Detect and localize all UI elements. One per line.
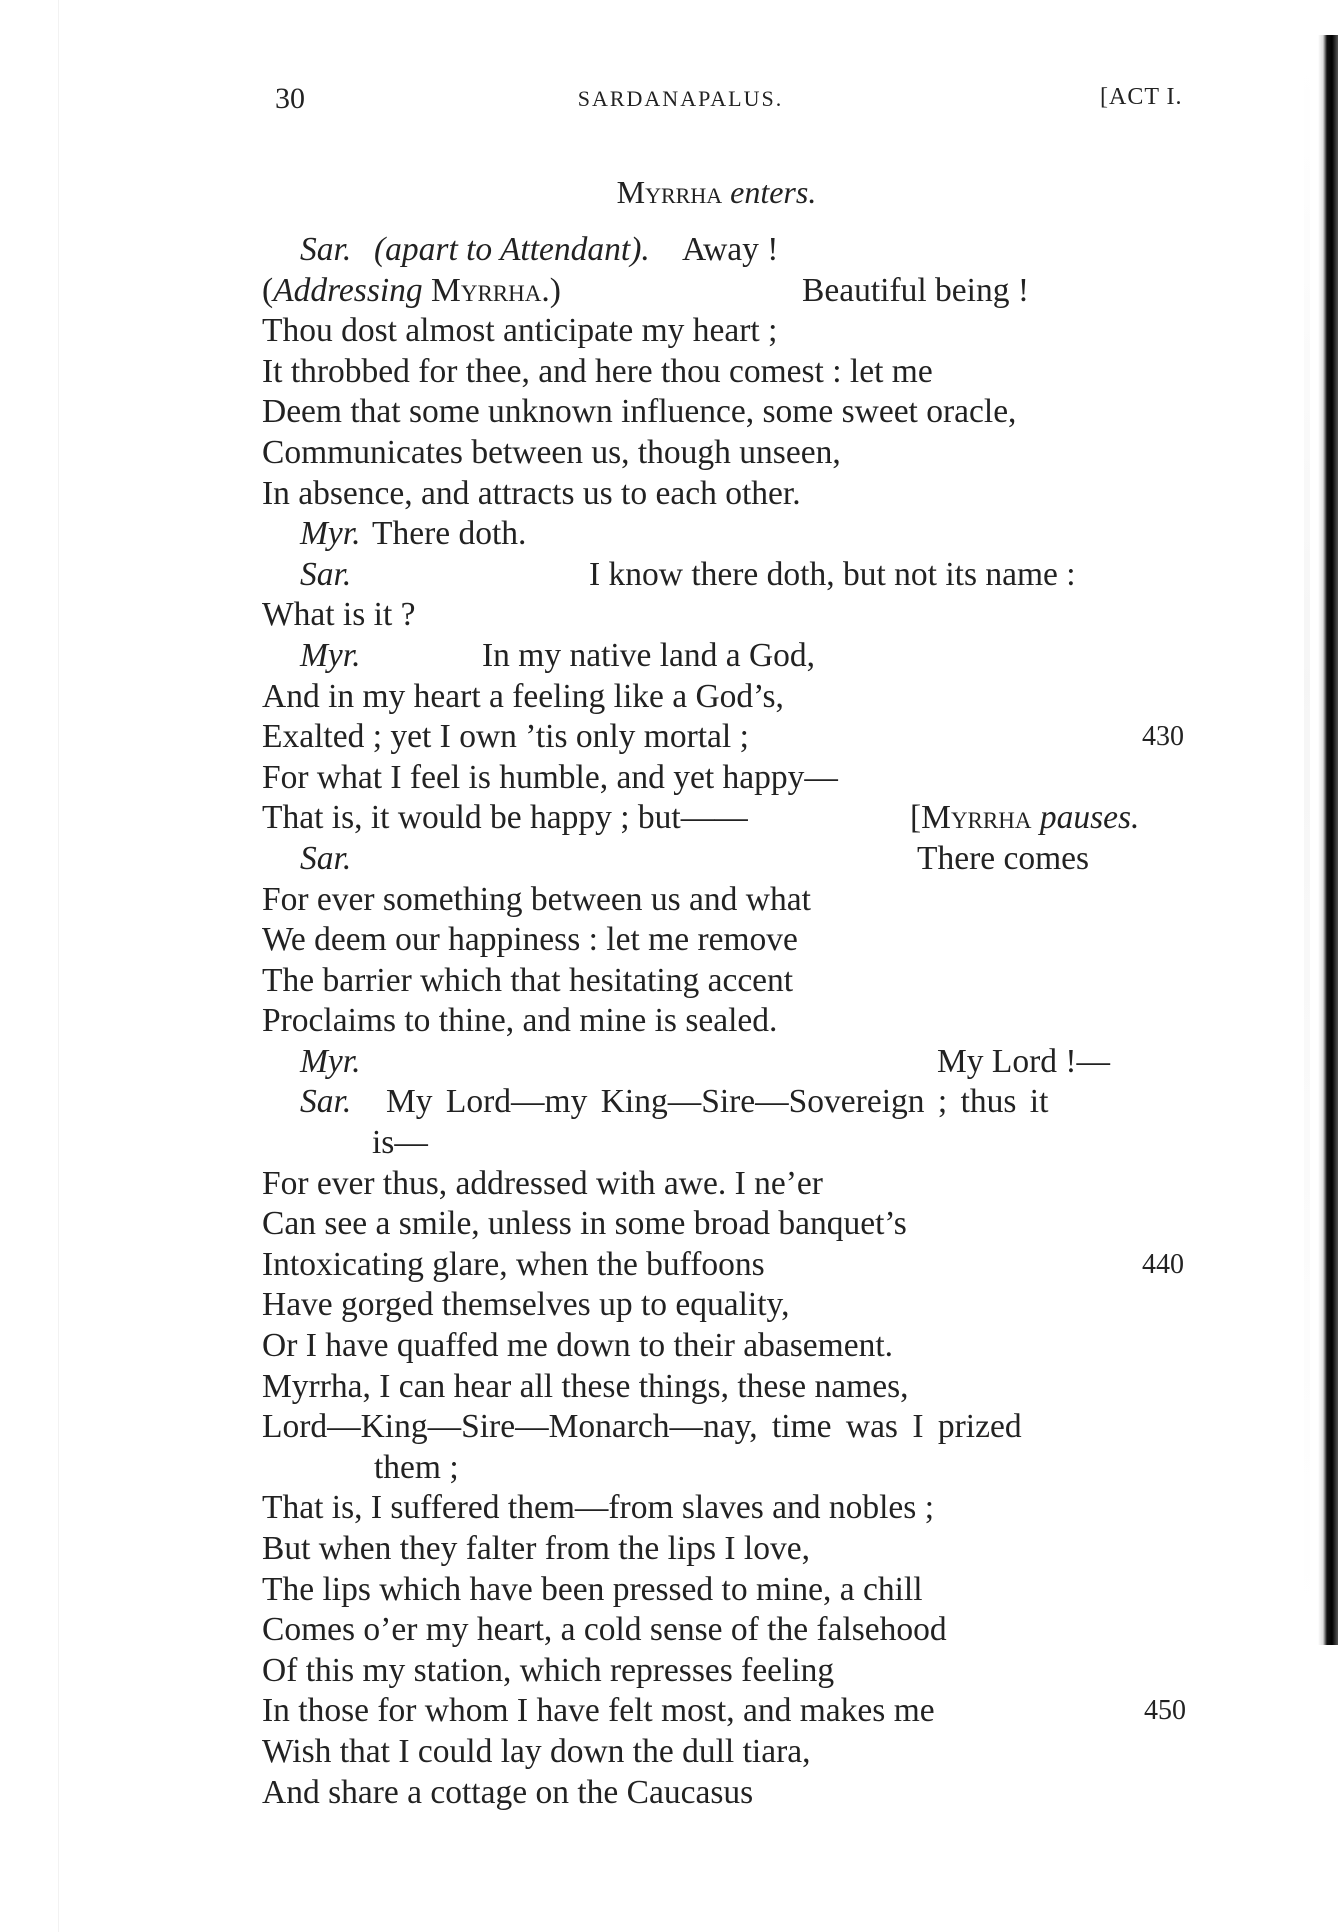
verse-text bbox=[262, 230, 1202, 1813]
verse-line: Comes o’er my heart, a cold sense of the falsehood bbox=[262, 1611, 947, 1649]
verse-line: Thou dost almost anticipate my heart ; bbox=[262, 312, 778, 350]
verse-line: In absence, and attracts us to each other. bbox=[262, 474, 801, 512]
speaker-label: Myr. bbox=[300, 1042, 361, 1080]
stage-direction: (apart to Attendant). bbox=[374, 231, 650, 268]
verse-text-span: My Lord !— bbox=[937, 1042, 1111, 1080]
verse-line: Wish that I could lay down the dull tiara, bbox=[262, 1732, 811, 1770]
verse-line: Can see a smile, unless in some broad banquet’s bbox=[262, 1205, 907, 1243]
verse-text-span: Exalted ; yet I own ’tis only mortal ; bbox=[262, 718, 749, 756]
verse-text-span: There doth. bbox=[372, 515, 527, 553]
verse-line: But when they falter from the lips I love, bbox=[262, 1530, 810, 1567]
verse-text-span: Lord—King—Sire—Monarch—nay, time was I prized bbox=[262, 1408, 1022, 1446]
verse-text-span: Away ! bbox=[682, 231, 779, 268]
verse-text-span: I know there doth, but not its name : bbox=[589, 555, 1076, 593]
verse-line: For ever something between us and what bbox=[262, 880, 811, 918]
act-label: [ACT I. bbox=[1100, 84, 1183, 110]
verse-line: Deem that some unknown influence, some sweet oracle, bbox=[262, 393, 1017, 431]
line-number: 430 bbox=[1142, 721, 1184, 753]
verse-line bbox=[262, 514, 1202, 555]
scan-shadow bbox=[1304, 60, 1310, 1620]
speaker-label: Myr. bbox=[300, 515, 361, 553]
verse-line: That is, I suffered them—from slaves and nobles ; bbox=[262, 1489, 935, 1527]
page-number: 30 bbox=[275, 82, 305, 115]
verse-line bbox=[262, 636, 1202, 677]
verse-line: Communicates between us, though unseen, bbox=[262, 433, 841, 471]
verse-line bbox=[262, 798, 1202, 839]
paren: ) bbox=[549, 271, 561, 309]
scan-edge bbox=[1318, 35, 1338, 1645]
verse-text-span: My Lord—my King—Sire—Sovereign ; thus it bbox=[386, 1083, 1049, 1121]
verse-line: Proclaims to thine, and mine is sealed. bbox=[262, 1002, 778, 1040]
book-title: SARDANAPALUS. bbox=[577, 86, 784, 111]
verse-line bbox=[262, 1245, 1202, 1286]
verse-text-span: is— bbox=[372, 1124, 428, 1162]
direction-word: Addressing bbox=[273, 271, 423, 309]
speaker-label: Myr. bbox=[300, 636, 361, 674]
verse-line: Have gorged themselves up to equality, bbox=[262, 1286, 790, 1324]
character-name: Myrrha bbox=[921, 799, 1032, 837]
verse-line: What is it ? bbox=[262, 596, 416, 634]
running-header bbox=[0, 82, 1343, 122]
verse-continuation bbox=[262, 1448, 1202, 1489]
verse-line: We deem our happiness : let me remove bbox=[262, 921, 798, 959]
verse-text-span: In those for whom I have felt most, and makes me bbox=[262, 1692, 935, 1730]
verse-line: And share a cottage on the Caucasus bbox=[262, 1773, 754, 1811]
verse-line: The lips which have been pressed to mine, a chill bbox=[262, 1570, 923, 1608]
verse-line: For ever thus, addressed with awe. I ne’er bbox=[262, 1164, 823, 1202]
verse-line: Or I have quaffed me down to their abasement. bbox=[262, 1327, 894, 1365]
verse-text-span: Intoxicating glare, when the buffoons bbox=[262, 1245, 765, 1283]
verse-continuation bbox=[262, 1123, 1202, 1164]
scan-fold-line bbox=[58, 0, 59, 1932]
verse-line bbox=[262, 230, 1202, 271]
line-number: 450 bbox=[1144, 1695, 1186, 1727]
verse-line bbox=[262, 839, 1202, 880]
verse-text-span: There comes bbox=[917, 839, 1090, 877]
verse-line bbox=[262, 555, 1202, 596]
character-name: Myrrha. bbox=[431, 271, 550, 309]
bracket: [ bbox=[910, 799, 922, 837]
speaker-label: Sar. bbox=[300, 1083, 352, 1121]
speaker-label: Sar. bbox=[300, 555, 352, 593]
verse-line bbox=[262, 1082, 1202, 1123]
speaker-label: Sar. bbox=[300, 839, 352, 877]
stage-action: enters. bbox=[730, 174, 817, 210]
paren: ( bbox=[262, 271, 274, 309]
verse-text-span: them ; bbox=[374, 1448, 459, 1486]
verse-line: Myrrha, I can hear all these things, these names, bbox=[262, 1367, 909, 1405]
stage-action: pauses. bbox=[1039, 799, 1140, 837]
speaker-label: Sar. bbox=[300, 231, 352, 268]
verse-line: The barrier which that hesitating accent bbox=[262, 961, 794, 999]
verse-line: For what I feel is humble, and yet happy— bbox=[262, 758, 838, 796]
verse-line bbox=[262, 1691, 1202, 1732]
stage-direction bbox=[910, 798, 1139, 839]
character-name: Myrrha bbox=[616, 174, 723, 210]
verse-line bbox=[262, 271, 1202, 312]
verse-line: And in my heart a feeling like a God’s, bbox=[262, 677, 784, 715]
verse-line bbox=[262, 717, 1202, 758]
verse-text-span: That is, it would be happy ; but—— bbox=[262, 799, 748, 837]
line-number: 440 bbox=[1142, 1248, 1184, 1280]
stage-direction-heading bbox=[0, 174, 1343, 211]
verse-line: It throbbed for thee, and here thou comest : let me bbox=[262, 352, 933, 390]
verse-line bbox=[262, 1042, 1202, 1083]
verse-line: Of this my station, which represses feeling bbox=[262, 1651, 835, 1689]
stage-direction bbox=[262, 272, 561, 309]
verse-text-span: Beautiful being ! bbox=[802, 271, 1029, 309]
verse-text-span: In my native land a God, bbox=[482, 636, 816, 674]
verse-line bbox=[262, 1407, 1202, 1448]
